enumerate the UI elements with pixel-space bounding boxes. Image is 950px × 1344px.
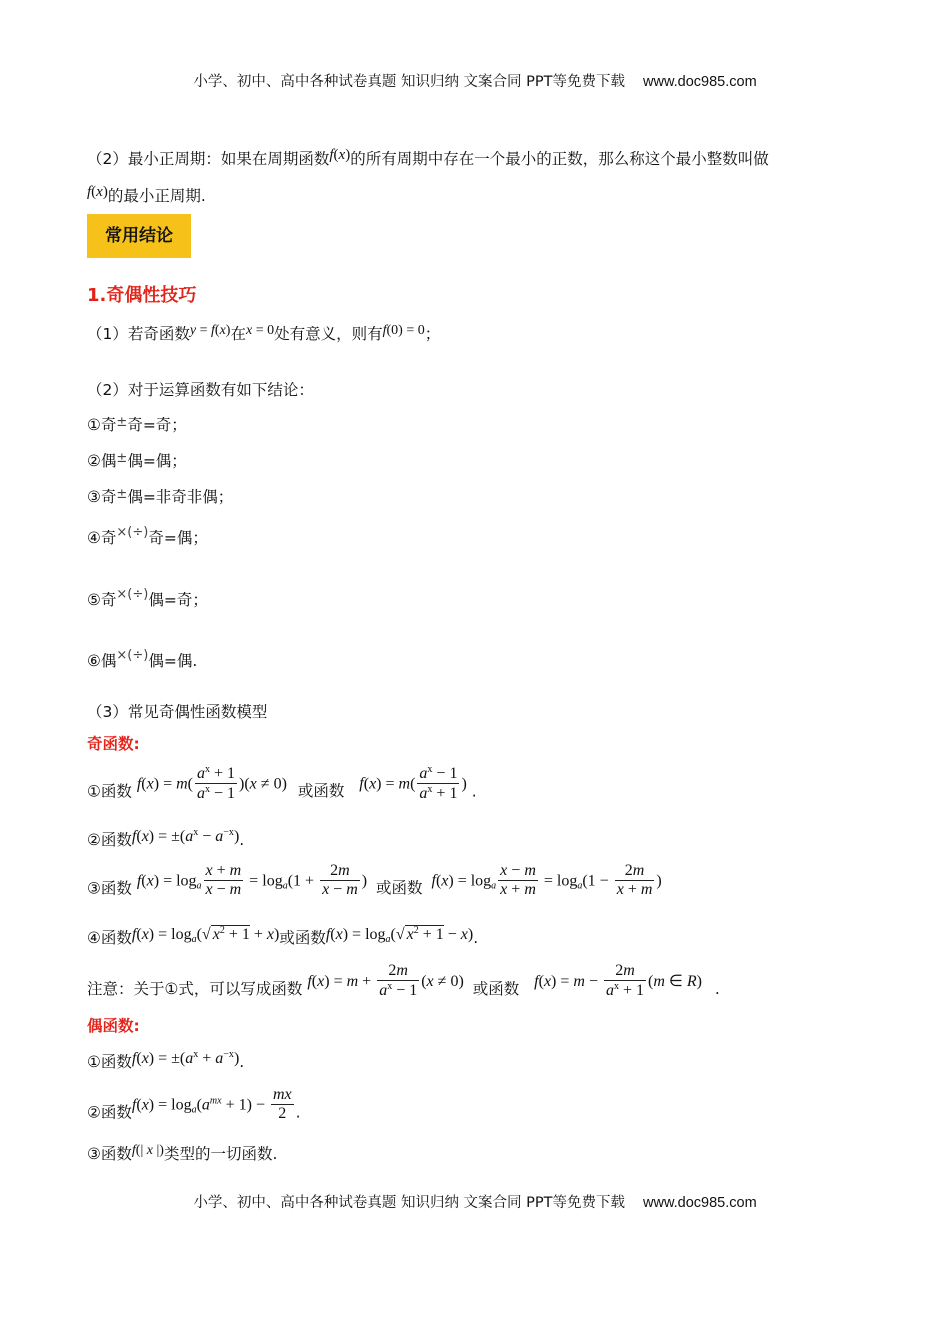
period-definition-line2: f(x)的最小正周期.	[87, 184, 206, 205]
even-functions-label: 偶函数:	[87, 1017, 140, 1035]
odd-functions-label: 奇函数:	[87, 735, 140, 753]
footer-site[interactable]: www.doc985.com	[643, 1195, 757, 1211]
operation-rule-item: ①奇±奇=奇；	[87, 415, 187, 434]
odd-model-2: ②函数$f(x) = \pm(a^x - a^{-x})$.	[87, 827, 245, 849]
operation-rule-item: ⑤奇×(÷)偶=奇；	[87, 587, 208, 609]
page-footer	[0, 1191, 950, 1212]
odd-function-zero-rule: （1）若奇函数y = f(x)在x = 0处有意义，则有f(0) = 0；	[87, 323, 441, 343]
even-model-1: ①函数$f(x) = \pm(a^x + a^{-x})$.	[87, 1049, 245, 1071]
header-text: 小学、初中、高中各种试卷真题 知识归纳 文案合同 PPT等免费下载	[193, 74, 626, 90]
models-intro: （3）常见奇偶性函数模型	[87, 703, 268, 721]
conclusions-badge: 常用结论	[87, 214, 191, 258]
period-definition-line1: （2）最小正周期：如果在周期函数f(x)的所有周期中存在一个最小的正数，那么称这个最小整数叫做	[87, 147, 769, 168]
operation-rules-intro: （2）对于运算函数有如下结论：	[87, 381, 314, 399]
operation-rule-item: ②偶±偶=偶；	[87, 451, 187, 470]
page-header	[0, 70, 950, 91]
header-site[interactable]: www.doc985.com	[643, 74, 757, 90]
even-model-2: ②函数$f(x) = \log_a(a^{mx} + 1)$ − $\frac{mx}{2}$ .	[87, 1086, 301, 1123]
section-title: 1.奇偶性技巧	[87, 285, 197, 306]
even-model-3: ③函数f(| x |)类型的一切函数.	[87, 1143, 278, 1163]
footer-text: 小学、初中、高中各种试卷真题 知识归纳 文案合同 PPT等免费下载	[193, 1195, 626, 1211]
operation-rule-item: ③奇±偶=非奇非偶；	[87, 487, 234, 506]
odd-model-1: ①函数 f(x) = m( $\frac{a^x + 1}{a^x - 1}$ )(x ≠ 0) 或函数 f(x) = m( $\frac{a^x - 1}{a^x + 1}$ ) .	[87, 764, 477, 803]
operation-rule-item: ⑥偶×(÷)偶=偶.	[87, 648, 198, 670]
odd-model-4: ④函数$f(x) = \log_a(√$ $x^2 + 1 + x$)或函数$f(x) = \log_a(√$ $x^2 + 1 - x$).	[87, 925, 479, 947]
operation-rule-item: ④奇×(÷)奇=偶；	[87, 525, 208, 547]
odd-model-note: 注意：关于①式，可以写成函数 f(x) = m + $\frac{2m}{a^x - 1}$ (x ≠ 0) 或函数 f(x) = m − $\frac{2m}{a^x + 1}$ (m ∈ R) .	[87, 962, 720, 1000]
odd-model-3: ③函数 $f(x) = \log_a$ $\frac{x + m}{x - m}$ = $\log_a(1$ + $\frac{2m}{x - m}$ ) 或函数 $f(x) = \log_a$ $\frac{x - m}{x + m}$ = $\log_a(1$ − $\frac{2m}{x + m}$ )	[87, 862, 662, 899]
